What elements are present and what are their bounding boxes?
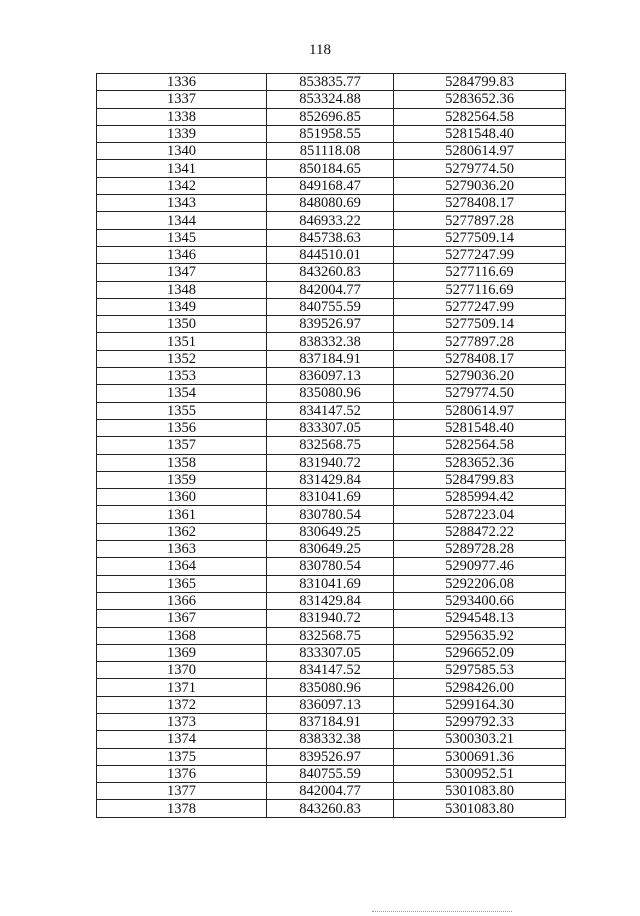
y-coordinate-cell: 5295635.92 <box>394 627 566 644</box>
x-coordinate-cell: 849168.47 <box>267 177 394 194</box>
x-coordinate-cell: 831041.69 <box>267 489 394 506</box>
x-coordinate-cell: 852696.85 <box>267 108 394 125</box>
x-coordinate-cell: 844510.01 <box>267 246 394 263</box>
table-row <box>97 402 566 419</box>
x-coordinate-cell: 835080.96 <box>267 385 394 402</box>
y-coordinate-cell: 5290977.46 <box>394 558 566 575</box>
y-coordinate-cell: 5299164.30 <box>394 696 566 713</box>
table-row <box>97 74 566 91</box>
x-coordinate-cell: 832568.75 <box>267 437 394 454</box>
x-coordinate-cell: 830780.54 <box>267 506 394 523</box>
table-row <box>97 765 566 782</box>
point-number-cell: 1351 <box>97 333 267 350</box>
point-number-cell: 1374 <box>97 731 267 748</box>
y-coordinate-cell: 5284799.83 <box>394 471 566 488</box>
coordinates-table-body <box>97 74 566 818</box>
y-coordinate-cell: 5296652.09 <box>394 644 566 661</box>
table-row <box>97 489 566 506</box>
x-coordinate-cell: 845738.63 <box>267 229 394 246</box>
x-coordinate-cell: 842004.77 <box>267 783 394 800</box>
table-row <box>97 91 566 108</box>
point-number-cell: 1367 <box>97 610 267 627</box>
point-number-cell: 1368 <box>97 627 267 644</box>
point-number-cell: 1344 <box>97 212 267 229</box>
point-number-cell: 1340 <box>97 143 267 160</box>
y-coordinate-cell: 5277247.99 <box>394 298 566 315</box>
x-coordinate-cell: 831429.84 <box>267 592 394 609</box>
y-coordinate-cell: 5277247.99 <box>394 246 566 263</box>
x-coordinate-cell: 832568.75 <box>267 627 394 644</box>
table-row <box>97 333 566 350</box>
x-coordinate-cell: 838332.38 <box>267 731 394 748</box>
point-number-cell: 1353 <box>97 368 267 385</box>
x-coordinate-cell: 851118.08 <box>267 143 394 160</box>
table-row <box>97 644 566 661</box>
x-coordinate-cell: 839526.97 <box>267 748 394 765</box>
table-row <box>97 125 566 142</box>
point-number-cell: 1360 <box>97 489 267 506</box>
y-coordinate-cell: 5293400.66 <box>394 592 566 609</box>
x-coordinate-cell: 840755.59 <box>267 298 394 315</box>
point-number-cell: 1373 <box>97 713 267 730</box>
x-coordinate-cell: 843260.83 <box>267 264 394 281</box>
table-row <box>97 541 566 558</box>
y-coordinate-cell: 5297585.53 <box>394 662 566 679</box>
point-number-cell: 1375 <box>97 748 267 765</box>
x-coordinate-cell: 830649.25 <box>267 523 394 540</box>
point-number-cell: 1370 <box>97 662 267 679</box>
y-coordinate-cell: 5279036.20 <box>394 368 566 385</box>
point-number-cell: 1354 <box>97 385 267 402</box>
y-coordinate-cell: 5301083.80 <box>394 783 566 800</box>
x-coordinate-cell: 848080.69 <box>267 195 394 212</box>
x-coordinate-cell: 831041.69 <box>267 575 394 592</box>
table-row <box>97 385 566 402</box>
y-coordinate-cell: 5277116.69 <box>394 281 566 298</box>
scan-artifact-line <box>372 911 512 913</box>
y-coordinate-cell: 5280614.97 <box>394 402 566 419</box>
y-coordinate-cell: 5277897.28 <box>394 333 566 350</box>
table-row <box>97 506 566 523</box>
point-number-cell: 1357 <box>97 437 267 454</box>
y-coordinate-cell: 5299792.33 <box>394 713 566 730</box>
table-row <box>97 696 566 713</box>
table-row <box>97 350 566 367</box>
point-number-cell: 1362 <box>97 523 267 540</box>
y-coordinate-cell: 5300691.36 <box>394 748 566 765</box>
x-coordinate-cell: 846933.22 <box>267 212 394 229</box>
point-number-cell: 1365 <box>97 575 267 592</box>
y-coordinate-cell: 5285994.42 <box>394 489 566 506</box>
table-row <box>97 748 566 765</box>
table-row <box>97 558 566 575</box>
x-coordinate-cell: 831940.72 <box>267 610 394 627</box>
y-coordinate-cell: 5282564.58 <box>394 108 566 125</box>
y-coordinate-cell: 5277897.28 <box>394 212 566 229</box>
point-number-cell: 1372 <box>97 696 267 713</box>
y-coordinate-cell: 5278408.17 <box>394 195 566 212</box>
y-coordinate-cell: 5279774.50 <box>394 385 566 402</box>
table-row <box>97 229 566 246</box>
point-number-cell: 1358 <box>97 454 267 471</box>
x-coordinate-cell: 833307.05 <box>267 644 394 661</box>
x-coordinate-cell: 835080.96 <box>267 679 394 696</box>
point-number-cell: 1343 <box>97 195 267 212</box>
point-number-cell: 1348 <box>97 281 267 298</box>
x-coordinate-cell: 833307.05 <box>267 419 394 436</box>
y-coordinate-cell: 5288472.22 <box>394 523 566 540</box>
table-row <box>97 454 566 471</box>
y-coordinate-cell: 5294548.13 <box>394 610 566 627</box>
table-row <box>97 281 566 298</box>
table-row <box>97 298 566 315</box>
y-coordinate-cell: 5279774.50 <box>394 160 566 177</box>
y-coordinate-cell: 5277509.14 <box>394 229 566 246</box>
page-number: 118 <box>309 42 331 58</box>
y-coordinate-cell: 5301083.80 <box>394 800 566 817</box>
table-row <box>97 523 566 540</box>
point-number-cell: 1350 <box>97 316 267 333</box>
table-row <box>97 731 566 748</box>
y-coordinate-cell: 5300303.21 <box>394 731 566 748</box>
table-row <box>97 246 566 263</box>
x-coordinate-cell: 837184.91 <box>267 350 394 367</box>
table-row <box>97 108 566 125</box>
x-coordinate-cell: 836097.13 <box>267 368 394 385</box>
table-row <box>97 471 566 488</box>
point-number-cell: 1352 <box>97 350 267 367</box>
table-row <box>97 627 566 644</box>
point-number-cell: 1339 <box>97 125 267 142</box>
x-coordinate-cell: 837184.91 <box>267 713 394 730</box>
point-number-cell: 1359 <box>97 471 267 488</box>
x-coordinate-cell: 840755.59 <box>267 765 394 782</box>
point-number-cell: 1345 <box>97 229 267 246</box>
y-coordinate-cell: 5278408.17 <box>394 350 566 367</box>
y-coordinate-cell: 5287223.04 <box>394 506 566 523</box>
x-coordinate-cell: 830649.25 <box>267 541 394 558</box>
table-row <box>97 212 566 229</box>
coordinates-table <box>96 73 566 818</box>
y-coordinate-cell: 5292206.08 <box>394 575 566 592</box>
y-coordinate-cell: 5279036.20 <box>394 177 566 194</box>
point-number-cell: 1376 <box>97 765 267 782</box>
point-number-cell: 1378 <box>97 800 267 817</box>
x-coordinate-cell: 850184.65 <box>267 160 394 177</box>
point-number-cell: 1338 <box>97 108 267 125</box>
y-coordinate-cell: 5289728.28 <box>394 541 566 558</box>
y-coordinate-cell: 5277509.14 <box>394 316 566 333</box>
table-row <box>97 592 566 609</box>
x-coordinate-cell: 836097.13 <box>267 696 394 713</box>
table-row <box>97 575 566 592</box>
point-number-cell: 1366 <box>97 592 267 609</box>
table-row <box>97 437 566 454</box>
x-coordinate-cell: 843260.83 <box>267 800 394 817</box>
x-coordinate-cell: 851958.55 <box>267 125 394 142</box>
point-number-cell: 1337 <box>97 91 267 108</box>
point-number-cell: 1346 <box>97 246 267 263</box>
y-coordinate-cell: 5277116.69 <box>394 264 566 281</box>
y-coordinate-cell: 5284799.83 <box>394 74 566 91</box>
table-row <box>97 195 566 212</box>
y-coordinate-cell: 5283652.36 <box>394 454 566 471</box>
point-number-cell: 1347 <box>97 264 267 281</box>
y-coordinate-cell: 5300952.51 <box>394 765 566 782</box>
table-row <box>97 160 566 177</box>
table-row <box>97 783 566 800</box>
y-coordinate-cell: 5283652.36 <box>394 91 566 108</box>
point-number-cell: 1363 <box>97 541 267 558</box>
y-coordinate-cell: 5280614.97 <box>394 143 566 160</box>
y-coordinate-cell: 5281548.40 <box>394 125 566 142</box>
table-row <box>97 368 566 385</box>
point-number-cell: 1342 <box>97 177 267 194</box>
point-number-cell: 1349 <box>97 298 267 315</box>
point-number-cell: 1336 <box>97 74 267 91</box>
x-coordinate-cell: 839526.97 <box>267 316 394 333</box>
table-row <box>97 800 566 817</box>
table-row <box>97 264 566 281</box>
x-coordinate-cell: 834147.52 <box>267 402 394 419</box>
table-row <box>97 143 566 160</box>
point-number-cell: 1355 <box>97 402 267 419</box>
table-row <box>97 419 566 436</box>
table-row <box>97 713 566 730</box>
y-coordinate-cell: 5282564.58 <box>394 437 566 454</box>
table-row <box>97 679 566 696</box>
x-coordinate-cell: 842004.77 <box>267 281 394 298</box>
table-row <box>97 177 566 194</box>
point-number-cell: 1341 <box>97 160 267 177</box>
y-coordinate-cell: 5298426.00 <box>394 679 566 696</box>
x-coordinate-cell: 834147.52 <box>267 662 394 679</box>
x-coordinate-cell: 838332.38 <box>267 333 394 350</box>
x-coordinate-cell: 853324.88 <box>267 91 394 108</box>
point-number-cell: 1364 <box>97 558 267 575</box>
table-row <box>97 316 566 333</box>
y-coordinate-cell: 5281548.40 <box>394 419 566 436</box>
x-coordinate-cell: 831429.84 <box>267 471 394 488</box>
x-coordinate-cell: 830780.54 <box>267 558 394 575</box>
table-row <box>97 610 566 627</box>
point-number-cell: 1377 <box>97 783 267 800</box>
table-row <box>97 662 566 679</box>
x-coordinate-cell: 853835.77 <box>267 74 394 91</box>
point-number-cell: 1369 <box>97 644 267 661</box>
x-coordinate-cell: 831940.72 <box>267 454 394 471</box>
point-number-cell: 1361 <box>97 506 267 523</box>
point-number-cell: 1356 <box>97 419 267 436</box>
point-number-cell: 1371 <box>97 679 267 696</box>
